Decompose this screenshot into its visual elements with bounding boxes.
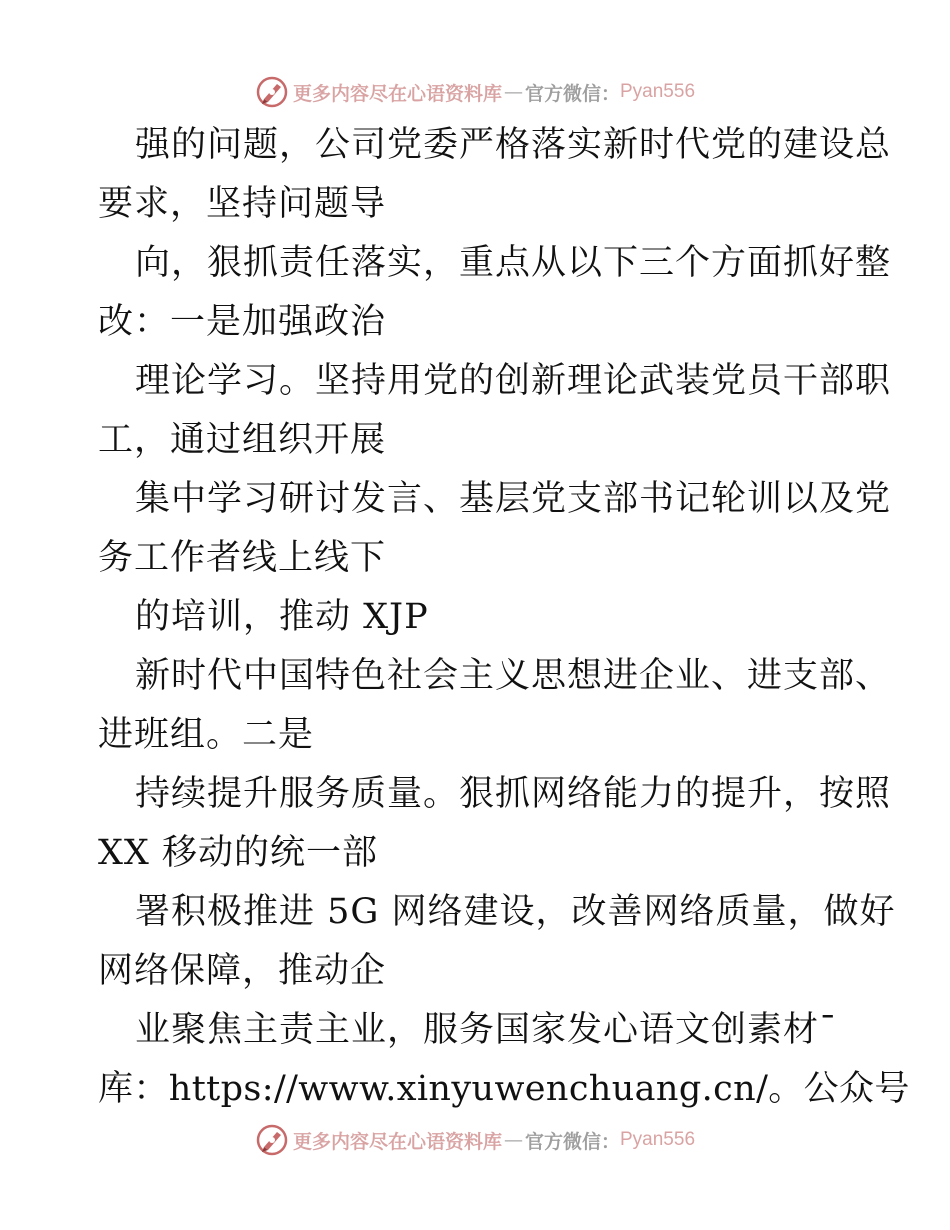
banner-wechat-id: Pyan556 (620, 1129, 696, 1150)
text-line: 务工作者线上线下 (98, 538, 387, 578)
text-line: 要求，坚持问题导 (98, 184, 387, 224)
text-line: 向，狠抓责任落实，重点从以下三个方面抓好整 (135, 243, 892, 283)
text-line: 的培训，推动 XJP (135, 597, 429, 637)
text-line: 理论学习。坚持用党的创新理论武装党员干部职 (135, 361, 892, 401)
banner-wechat-label: 官方微信： (524, 82, 620, 105)
text-line: 工，通过组织开展 (98, 420, 387, 460)
text-line: 网络保障，推动企 (98, 951, 387, 991)
text-line: 集中学习研讨发言、基层党支部书记轮训以及党 (135, 479, 892, 519)
text-line: 署积极推进 5G 网络建设，改善网络质量，做好 (135, 892, 896, 932)
text-line: 强的问题，公司党委严格落实新时代党的建设总 (135, 125, 892, 165)
text-line: 新时代中国特色社会主义思想进企业、进支部、 (135, 656, 892, 696)
header-watermark-banner (0, 72, 950, 112)
text-line: 库：https://www.xinyuwenchuang.cn/。公众号 (98, 1069, 910, 1109)
text-line: 业聚焦主责主业，服务国家发心语文创素材¯ (135, 1010, 838, 1050)
text-line: 持续提升服务质量。狠抓网络能力的提升，按照 (135, 774, 892, 814)
banner-dash: — (503, 81, 523, 103)
text-line: 改：一是加强政治 (98, 302, 387, 342)
banner-dash: — (503, 1129, 523, 1151)
text-line: 进班组。二是 (98, 715, 315, 755)
banner-main-text: 更多内容尽在心语资料库 (292, 1130, 502, 1153)
footer-watermark-banner (0, 1120, 950, 1160)
banner-main-text: 更多内容尽在心语资料库 (292, 82, 502, 105)
pen-logo-icon (255, 75, 289, 109)
pen-logo-icon (255, 1123, 289, 1157)
banner-wechat-id: Pyan556 (620, 81, 696, 102)
banner-wechat-label: 官方微信： (524, 1130, 620, 1153)
text-line: XX 移动的统一部 (98, 833, 378, 873)
